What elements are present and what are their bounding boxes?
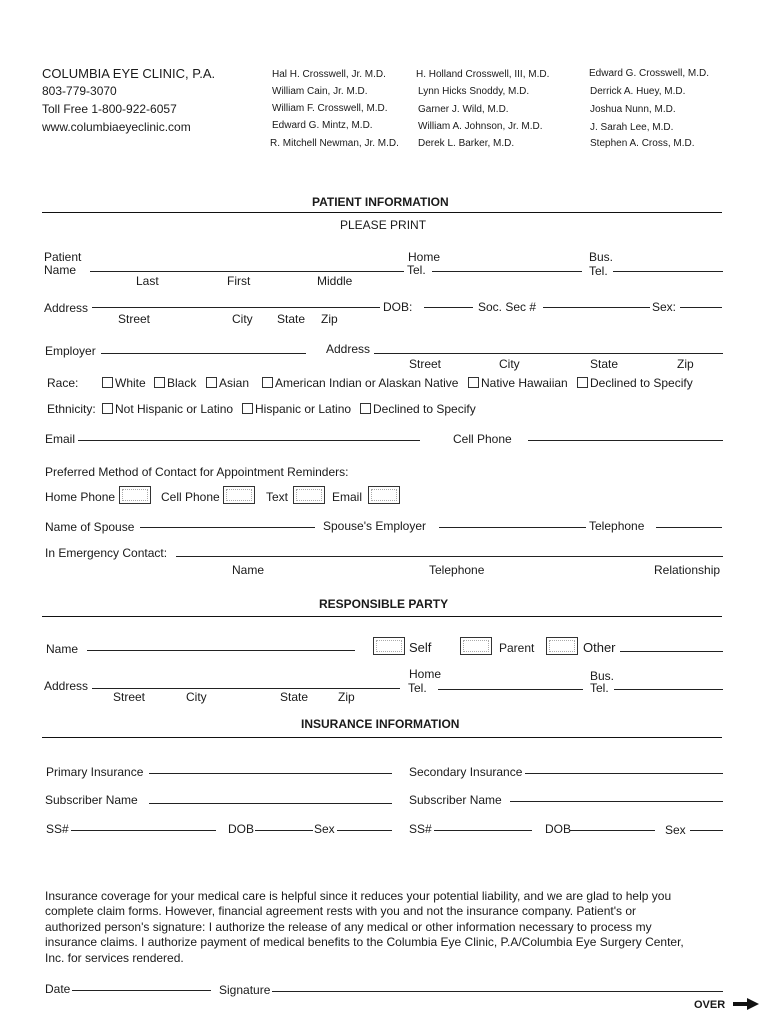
doctor-name: Derrick A. Huey, M.D.	[590, 86, 686, 97]
signature-label: Signature	[219, 983, 271, 997]
email-label: Email	[45, 432, 76, 446]
primary-ss-field[interactable]	[71, 830, 216, 831]
rp-parent-label: Parent	[499, 641, 535, 655]
state-label: State	[277, 312, 306, 326]
primary-insurance-label: Primary Insurance	[46, 765, 144, 779]
paragraph-line: complete claim forms. However, financial agreement rests with you and not the insurance company. Patient's or	[45, 904, 637, 919]
rp-other-label: Other	[583, 640, 616, 655]
race-option-label: White	[115, 376, 146, 390]
secondary-ss-field[interactable]	[434, 830, 532, 831]
emergency-telephone-label: Telephone	[429, 563, 485, 577]
date-field[interactable]	[72, 990, 211, 991]
tel-label: Tel.	[407, 263, 426, 277]
employer-address-label: Address	[326, 342, 371, 356]
secondary-insurance-label: Secondary Insurance	[409, 765, 523, 779]
contact-option-label: Text	[266, 490, 289, 504]
race-option-label: Asian	[219, 376, 250, 390]
section-heading-responsible-party: RESPONSIBLE PARTY	[319, 597, 449, 611]
ssn-field[interactable]	[543, 307, 650, 308]
race-native-hawaiian-checkbox[interactable]	[468, 377, 479, 388]
race-option-label: Native Hawaiian	[481, 376, 568, 390]
doctor-name: J. Sarah Lee, M.D.	[590, 122, 674, 133]
employer-label: Employer	[45, 344, 96, 358]
please-print-label: PLEASE PRINT	[340, 218, 427, 232]
primary-sex-label: Sex	[314, 822, 335, 836]
over-label: OVER	[694, 999, 726, 1011]
race-option-label: Black	[167, 376, 197, 390]
secondary-insurance-field[interactable]	[525, 773, 723, 774]
doctor-name: Derek L. Barker, M.D.	[418, 138, 515, 149]
race-black-checkbox[interactable]	[154, 377, 165, 388]
rp-bus-label: Bus.	[590, 669, 615, 683]
rp-other-field[interactable]	[620, 651, 723, 652]
patient-name-field[interactable]	[90, 271, 404, 272]
secondary-dob-label: DOB	[545, 822, 572, 836]
primary-dob-label: DOB	[228, 822, 255, 836]
rp-home-label: Home	[409, 667, 442, 681]
spouse-employer-label: Spouse's Employer	[323, 519, 427, 533]
rp-name-label: Name	[46, 642, 79, 656]
race-declined-checkbox[interactable]	[577, 377, 588, 388]
signature-field[interactable]	[272, 991, 723, 992]
contact-option-label: Home Phone	[45, 490, 116, 504]
rp-self-label: Self	[409, 640, 432, 655]
zip-label: Zip	[321, 312, 338, 326]
state-label: State	[280, 690, 309, 704]
clinic-toll-free: Toll Free 1-800-922-6057	[42, 102, 177, 116]
ethnicity-not-hispanic-checkbox[interactable]	[102, 403, 113, 414]
patient-label: Patient	[44, 250, 82, 264]
street-label: Street	[409, 357, 442, 371]
name-label: Name	[44, 263, 77, 277]
primary-insurance-field[interactable]	[149, 773, 392, 774]
doctor-name: Lynn Hicks Snoddy, M.D.	[418, 86, 530, 97]
doctor-name: Edward G. Crosswell, M.D.	[589, 68, 710, 79]
doctor-name: Hal H. Crosswell, Jr. M.D.	[272, 69, 386, 80]
sex-label: Sex:	[652, 300, 677, 314]
emergency-contact-field[interactable]	[176, 556, 723, 557]
paragraph-line: insurance claims. I authorize payment of medical benefits to the Columbia Eye Clinic, P.A/Columbia Eye Surgery Center,	[45, 935, 684, 950]
city-label: City	[232, 312, 253, 326]
rp-name-field[interactable]	[87, 650, 355, 651]
doctor-name: William A. Johnson, Jr. M.D.	[418, 121, 543, 132]
email-field[interactable]	[78, 440, 420, 441]
spouse-name-label: Name of Spouse	[45, 520, 135, 534]
rp-bus-tel-field[interactable]	[614, 689, 723, 690]
middle-label: Middle	[317, 274, 353, 288]
address-field[interactable]	[92, 307, 380, 308]
last-label: Last	[136, 274, 159, 288]
contact-option-label: Cell Phone	[161, 490, 220, 504]
email-checkbox[interactable]	[368, 486, 400, 504]
employer-address-field[interactable]	[374, 353, 723, 354]
primary-subscriber-field[interactable]	[149, 803, 392, 804]
paragraph-line: authorized person's signature: I authorize the release of any medical or other information necessary to process my	[45, 919, 652, 934]
text-checkbox[interactable]	[293, 486, 325, 504]
city-label: City	[186, 690, 207, 704]
race-option-label: American Indian or Alaskan Native	[275, 376, 459, 390]
right-arrow-icon	[733, 998, 759, 1010]
doctor-name: Garner J. Wild, M.D.	[418, 104, 509, 115]
primary-subscriber-label: Subscriber Name	[45, 793, 138, 807]
ssn-label: Soc. Sec #	[478, 300, 537, 314]
primary-sex-field[interactable]	[337, 830, 392, 831]
state-label: State	[590, 357, 619, 371]
street-label: Street	[118, 312, 151, 326]
bus-label: Bus.	[589, 250, 614, 264]
rp-address-label: Address	[44, 679, 89, 693]
doctor-name: William F. Crosswell, M.D.	[272, 103, 388, 114]
doctor-name: H. Holland Crosswell, III, M.D.	[416, 69, 550, 80]
spouse-employer-field[interactable]	[439, 527, 586, 528]
ethnicity-option-label: Hispanic or Latino	[255, 402, 352, 416]
section-heading-insurance-information: INSURANCE INFORMATION	[301, 717, 460, 731]
secondary-sex-field[interactable]	[690, 830, 723, 831]
clinic-website: www.columbiaeyeclinic.com	[42, 120, 191, 134]
tel-label: Tel.	[589, 264, 608, 278]
doctor-name: Joshua Nunn, M.D.	[590, 104, 676, 115]
race-label: Race:	[47, 376, 79, 390]
date-label: Date	[45, 982, 71, 996]
home-phone-checkbox[interactable]	[119, 486, 151, 504]
emergency-relationship-label: Relationship	[654, 563, 721, 577]
clinic-phone: 803-779-3070	[42, 84, 117, 98]
contact-preference-label: Preferred Method of Contact for Appointment Reminders:	[45, 465, 349, 479]
rp-self-checkbox[interactable]	[373, 637, 405, 655]
primary-ss-label: SS#	[46, 822, 69, 836]
ethnicity-option-label: Not Hispanic or Latino	[115, 402, 234, 416]
city-label: City	[499, 357, 520, 371]
home-label: Home	[408, 250, 441, 264]
emergency-contact-label: In Emergency Contact:	[45, 546, 168, 560]
doctor-name: R. Mitchell Newman, Jr. M.D.	[270, 138, 399, 149]
secondary-ss-label: SS#	[409, 822, 432, 836]
spouse-telephone-field[interactable]	[656, 527, 722, 528]
doctor-name: William Cain, Jr. M.D.	[272, 86, 368, 97]
cell-phone-checkbox[interactable]	[223, 486, 255, 504]
clinic-name: COLUMBIA EYE CLINIC, P.A.	[42, 66, 216, 81]
employer-field[interactable]	[101, 353, 306, 354]
doctor-name: Edward G. Mintz, M.D.	[272, 120, 373, 131]
race-option-label: Declined to Specify	[590, 376, 693, 390]
section-heading-patient-information: PATIENT INFORMATION	[312, 195, 449, 209]
address-label: Address	[44, 301, 89, 315]
sex-field[interactable]	[680, 307, 722, 308]
bus-tel-field[interactable]	[613, 271, 723, 272]
cell-phone-label: Cell Phone	[453, 432, 512, 446]
zip-label: Zip	[677, 357, 694, 371]
primary-dob-field[interactable]	[255, 830, 313, 831]
dob-label: DOB:	[383, 300, 413, 314]
home-tel-field[interactable]	[432, 271, 582, 272]
contact-option-label: Email	[332, 490, 363, 504]
rp-tel-label: Tel.	[590, 681, 609, 695]
secondary-subscriber-label: Subscriber Name	[409, 793, 502, 807]
paragraph-line: Inc. for services rendered.	[45, 950, 184, 965]
spouse-name-field[interactable]	[140, 527, 315, 528]
secondary-subscriber-field[interactable]	[510, 801, 723, 802]
section-divider	[42, 616, 722, 617]
rp-other-checkbox[interactable]	[546, 637, 578, 655]
emergency-name-label: Name	[232, 563, 265, 577]
rp-home-tel-field[interactable]	[438, 689, 583, 690]
race-white-checkbox[interactable]	[102, 377, 113, 388]
secondary-sex-label: Sex	[665, 823, 686, 837]
ethnicity-declined-checkbox[interactable]	[360, 403, 371, 414]
street-label: Street	[113, 690, 146, 704]
doctor-name: Stephen A. Cross, M.D.	[590, 138, 695, 149]
ethnicity-hispanic-checkbox[interactable]	[242, 403, 253, 414]
race-asian-checkbox[interactable]	[206, 377, 217, 388]
section-divider	[42, 737, 722, 738]
authorization-paragraph	[45, 889, 715, 966]
dob-field[interactable]	[424, 307, 473, 308]
race-american-indian-checkbox[interactable]	[262, 377, 273, 388]
cell-phone-field[interactable]	[528, 440, 723, 441]
rp-address-field[interactable]	[92, 688, 400, 689]
secondary-dob-field[interactable]	[570, 830, 655, 831]
first-label: First	[227, 274, 251, 288]
rp-tel-label: Tel.	[408, 681, 427, 695]
zip-label: Zip	[338, 690, 355, 704]
paragraph-line: Insurance coverage for your medical care is helpful since it reduces your potential liability, and we are glad to help you	[45, 889, 672, 903]
section-divider	[42, 212, 722, 213]
rp-parent-checkbox[interactable]	[460, 637, 492, 655]
spouse-telephone-label: Telephone	[589, 519, 645, 533]
ethnicity-label: Ethnicity:	[47, 402, 96, 416]
ethnicity-option-label: Declined to Specify	[373, 402, 476, 416]
